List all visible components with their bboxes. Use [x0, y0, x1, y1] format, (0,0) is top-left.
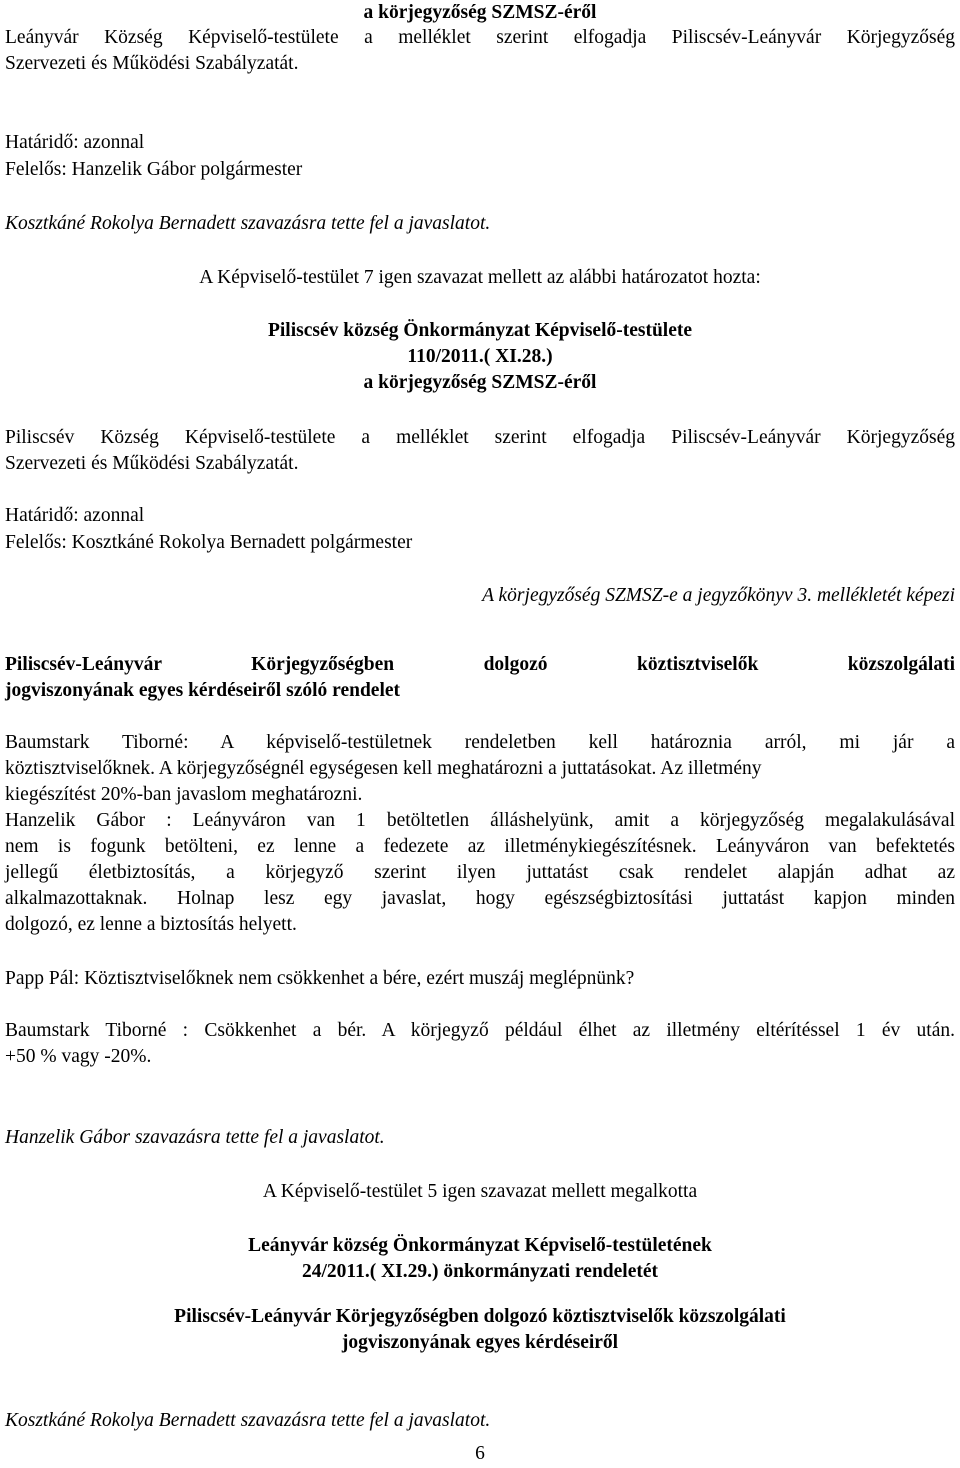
resolution-2-text-line: Piliscsév Község Képviselő-testülete a melléklet szerint elfogadja Piliscsév-Leányvár Körjegyzőség: [5, 427, 955, 448]
deadline-1: Határidő: azonnal: [5, 132, 145, 153]
decree-title-line: jogviszonyának egyes kérdéseiről szóló rendelet: [5, 680, 401, 701]
vote-result-2: A Képviselő-testület 5 igen szavazat mellett megalkotta: [262, 1181, 698, 1202]
discussion-line: alkalmazottaknak. Holnap lesz egy javaslat, hogy egészségbiztosítási juttatást kapjon minden: [5, 888, 955, 909]
discussion-line: Baumstark Tiborné : Csökkenhet a bér. A körjegyző például élhet az illetmény eltérítéssel 1 év után.: [5, 1020, 955, 1041]
vote-result-1: A Képviselő-testület 7 igen szavazat mellett az alábbi határozatot hozta:: [199, 267, 761, 288]
decree-number: 24/2011.( XI.29.) önkormányzati rendeletét: [301, 1261, 659, 1282]
decree-subject-line: jogviszonyának egyes kérdéseiről: [341, 1332, 619, 1353]
discussion-line: nem is fogunk betölteni, ez lenne a fedezete az illetménykiegészítésnek. Leányváron van befektetés: [5, 836, 955, 857]
discussion-line: köztisztviselőknek. A körjegyzőségnél egységesen kell meghatározni a juttatásokat. Az illetmény: [5, 758, 762, 779]
resolution-1-text-line: Leányvár Község Képviselő-testülete a melléklet szerint elfogadja Piliscsév-Leányvár Körjegyzőség: [5, 27, 955, 48]
discussion-line: dolgozó, ez lenne a biztosítás helyett.: [5, 914, 297, 935]
discussion-line: Baumstark Tiborné: A képviselő-testületnek rendeletben kell határoznia arról, mi jár a: [5, 732, 955, 753]
resolution-2-text-line: Szervezeti és Működési Szabályzatát.: [5, 453, 299, 474]
decree-subject-line: Piliscsév-Leányvár Körjegyzőségben dolgozó köztisztviselők közszolgálati: [174, 1306, 786, 1327]
responsible-1: Felelős: Hanzelik Gábor polgármester: [5, 159, 303, 180]
discussion-line: Papp Pál: Köztisztviselőknek nem csökkenhet a bére, ezért muszáj meglépnünk?: [5, 968, 635, 989]
resolution-subject: a körjegyzőség SZMSZ-éről: [363, 372, 597, 393]
page-number: 6: [475, 1443, 485, 1464]
responsible-2: Felelős: Kosztkáné Rokolya Bernadett polgármester: [5, 532, 413, 553]
vote-call-2: Hanzelik Gábor szavazásra tette fel a javaslatot.: [5, 1127, 385, 1148]
discussion-line: jellegű életbiztosítás, a körjegyző szerint ilyen juttatást csak rendelet alapján adhat az: [5, 862, 955, 883]
annex-note: A körjegyzőség SZMSZ-e a jegyzőkönyv 3. mellékletét képezi: [482, 585, 955, 606]
discussion-line: kiegészítést 20%-ban javaslom meghatározni.: [5, 784, 363, 805]
resolution-issuer: Piliscsév község Önkormányzat Képviselő-testülete: [267, 320, 693, 341]
top-heading: a körjegyzőség SZMSZ-éről: [363, 2, 597, 23]
decree-title-line: Piliscsév-Leányvár Körjegyzőségben dolgozó köztisztviselők közszolgálati: [5, 654, 955, 675]
deadline-2: Határidő: azonnal: [5, 505, 145, 526]
resolution-number: 110/2011.( XI.28.): [407, 346, 553, 367]
discussion-line: +50 % vagy -20%.: [5, 1046, 152, 1067]
vote-call-3: Kosztkáné Rokolya Bernadett szavazásra tette fel a javaslatot.: [5, 1410, 491, 1431]
decree-issuer: Leányvár község Önkormányzat Képviselő-testületének: [248, 1235, 712, 1256]
vote-call-1: Kosztkáné Rokolya Bernadett szavazásra tette fel a javaslatot.: [5, 213, 491, 234]
discussion-line: Hanzelik Gábor : Leányváron van 1 betöltetlen álláshelyünk, amit a körjegyzőség megalakulásával: [5, 810, 955, 831]
resolution-1-text-line: Szervezeti és Működési Szabályzatát.: [5, 53, 299, 74]
